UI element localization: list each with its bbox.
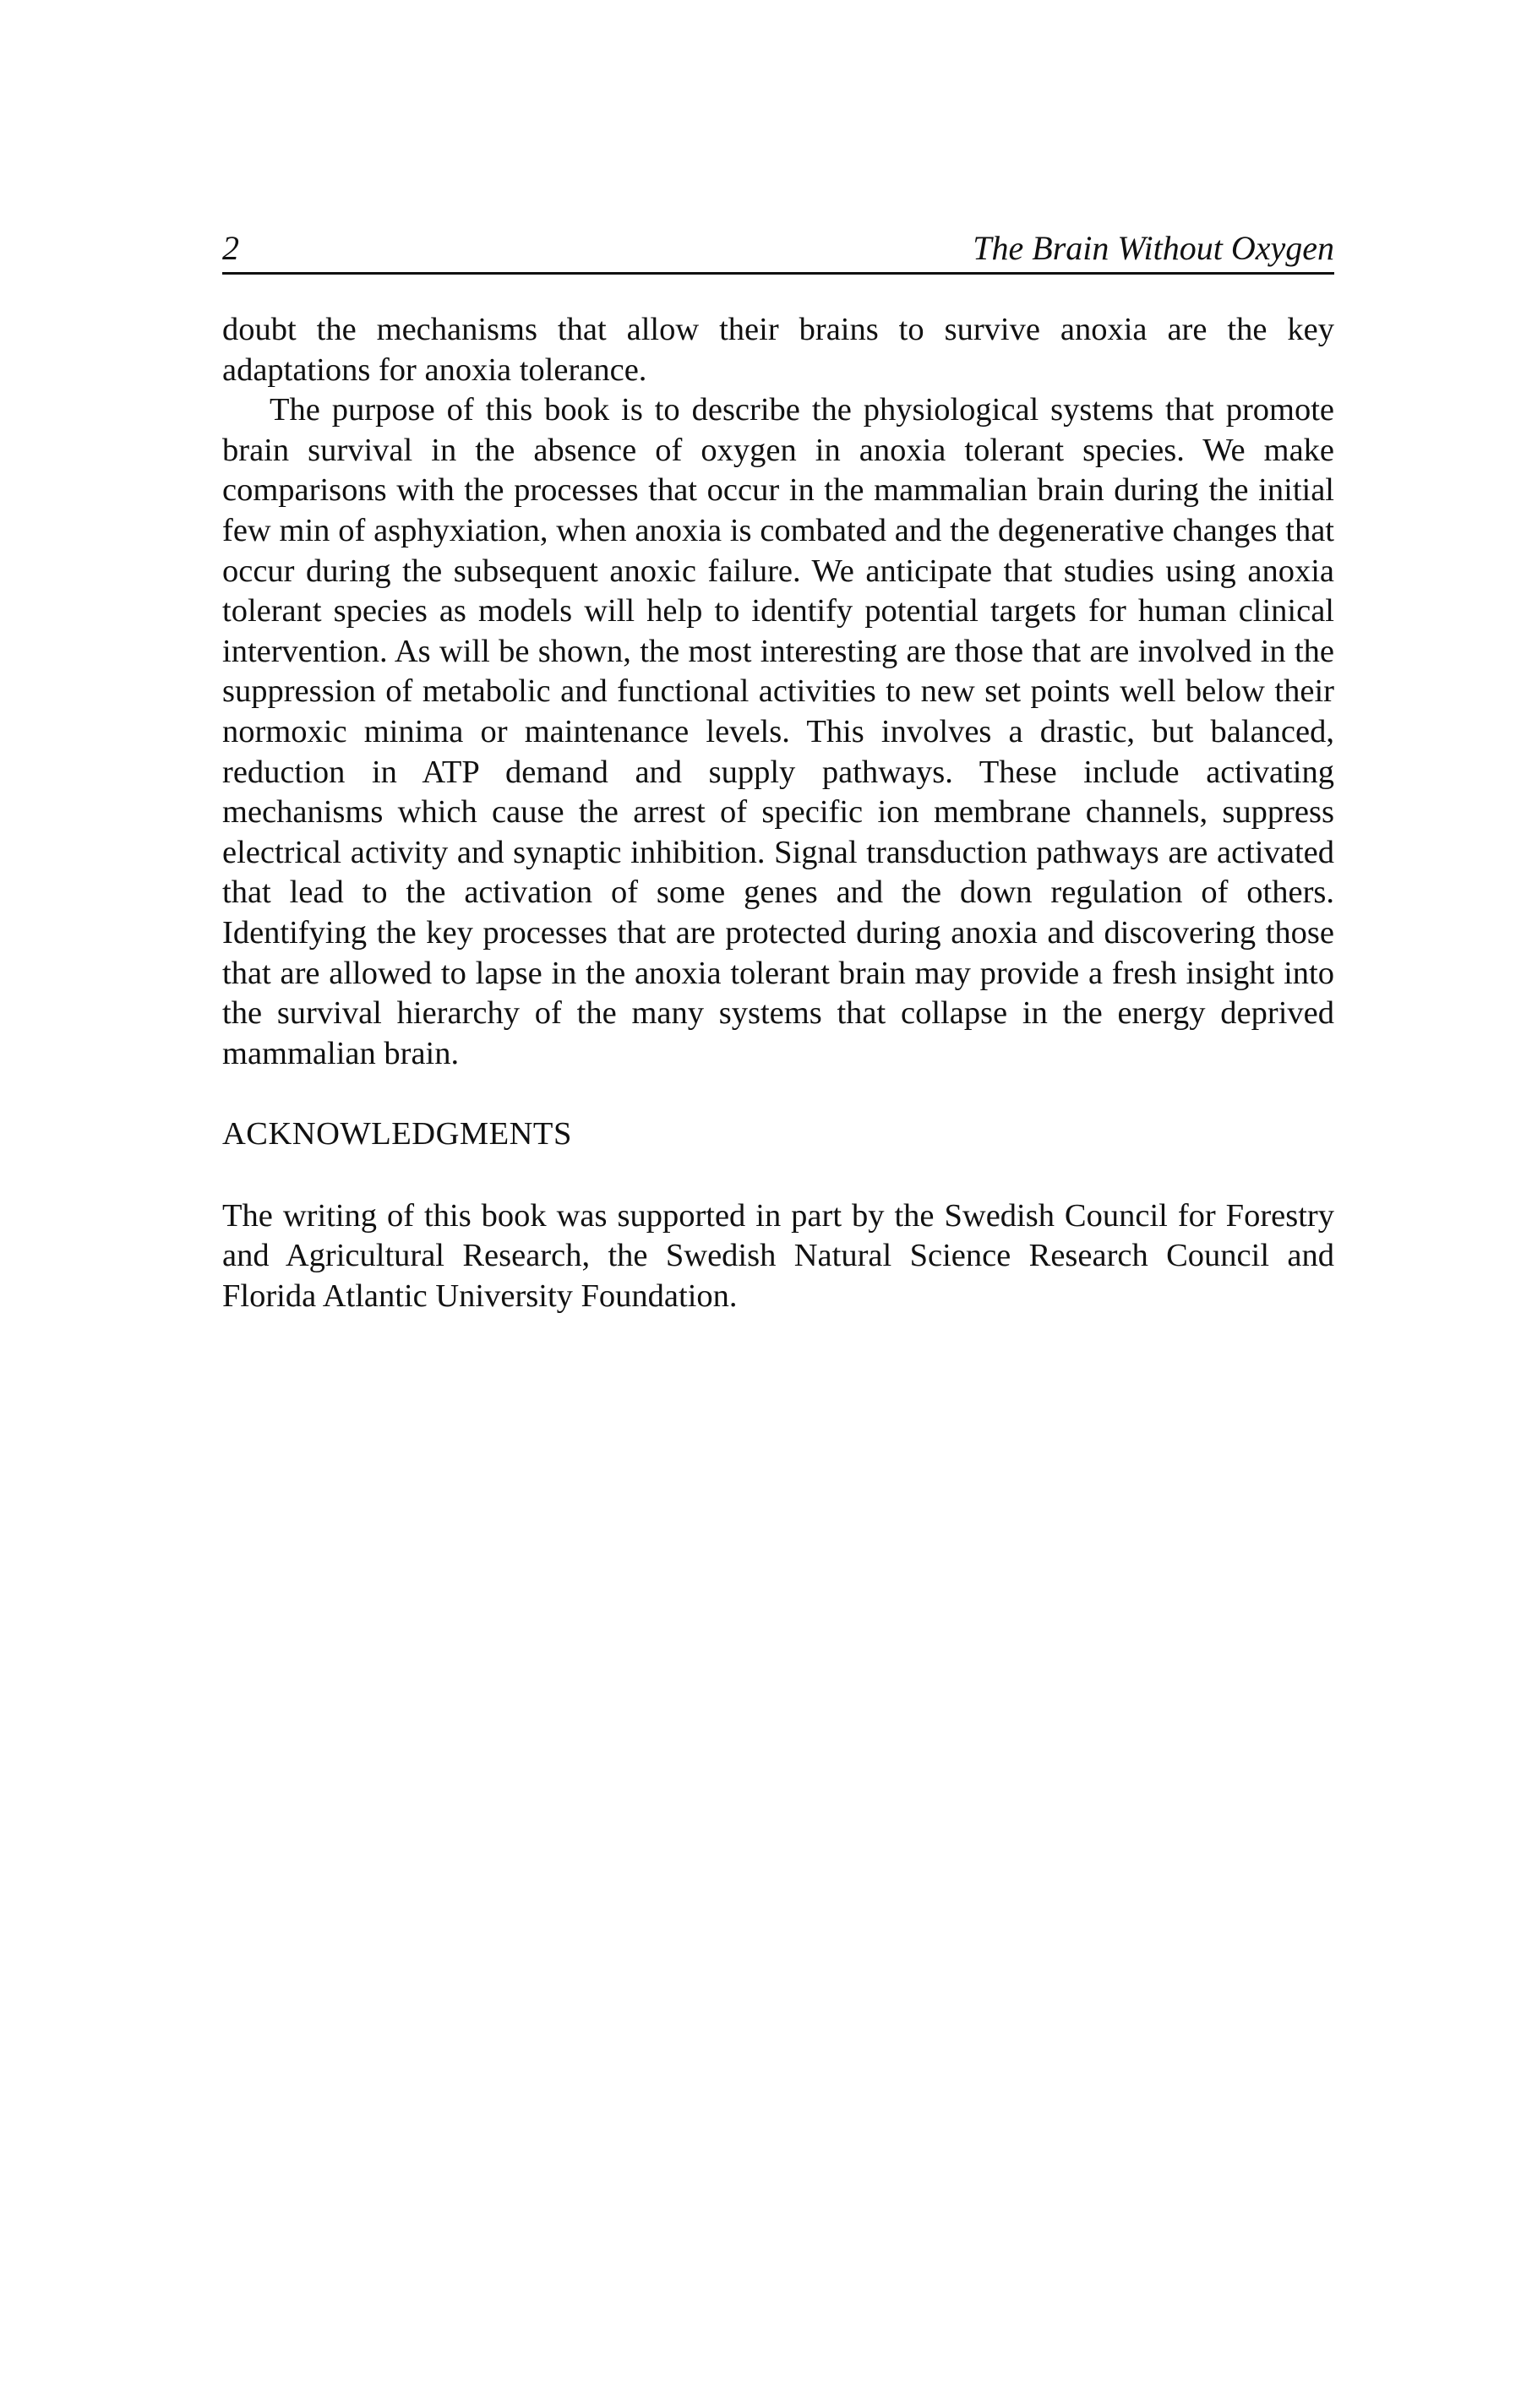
body-text (222, 310, 1334, 1074)
running-title: The Brain Without Oxygen (973, 229, 1334, 267)
paragraph: The writing of this book was supported in part by the Swedish Council for Forestry and Agricultural Research, the Swedish Natural Science Research Council and Florida Atlantic University Foundation. (222, 1197, 1334, 1315)
running-header (222, 226, 1334, 275)
book-page (222, 226, 1334, 1317)
page-number: 2 (222, 229, 239, 267)
acknowledgments-text (222, 1196, 1334, 1317)
paragraph: doubt the mechanisms that allow their brains to survive anoxia are the key adaptations for anoxia tolerance. (222, 312, 1334, 388)
section-heading: ACKNOWLEDGMENTS (222, 1116, 572, 1152)
paragraph: The purpose of this book is to describe the physiological systems that promote brain survival in the absence of oxygen in anoxia tolerant species. We make comparisons with the processes that occur in the mammalian brain during the initial few min of asphyxiation, when anoxia is combated and the degenerative changes that occur during the subsequent anoxic failure. We anticipate that studies using anoxia tolerant species as models will help to identify potential targets for human clinical intervention. As will be shown, the most interesting are those that are involved in the suppression of metabolic and functional activities to new set points well below their normoxic minima or maintenance levels. This involves a drastic, but balanced, reduction in ATP demand and supply pathways. These include activating mechanisms which cause the arrest of specific ion membrane channels, suppress electrical activity and synaptic inhibition. Signal transduction pathways are activated that lead to the activation of some genes and the down regulation of others. Identifying the key processes that are protected during anoxia and discovering those that are allowed to lapse in the anoxia tolerant brain may provide a fresh insight into the survival hierarchy of the many systems that collapse in the energy deprived mammalian brain. (222, 392, 1334, 1071)
